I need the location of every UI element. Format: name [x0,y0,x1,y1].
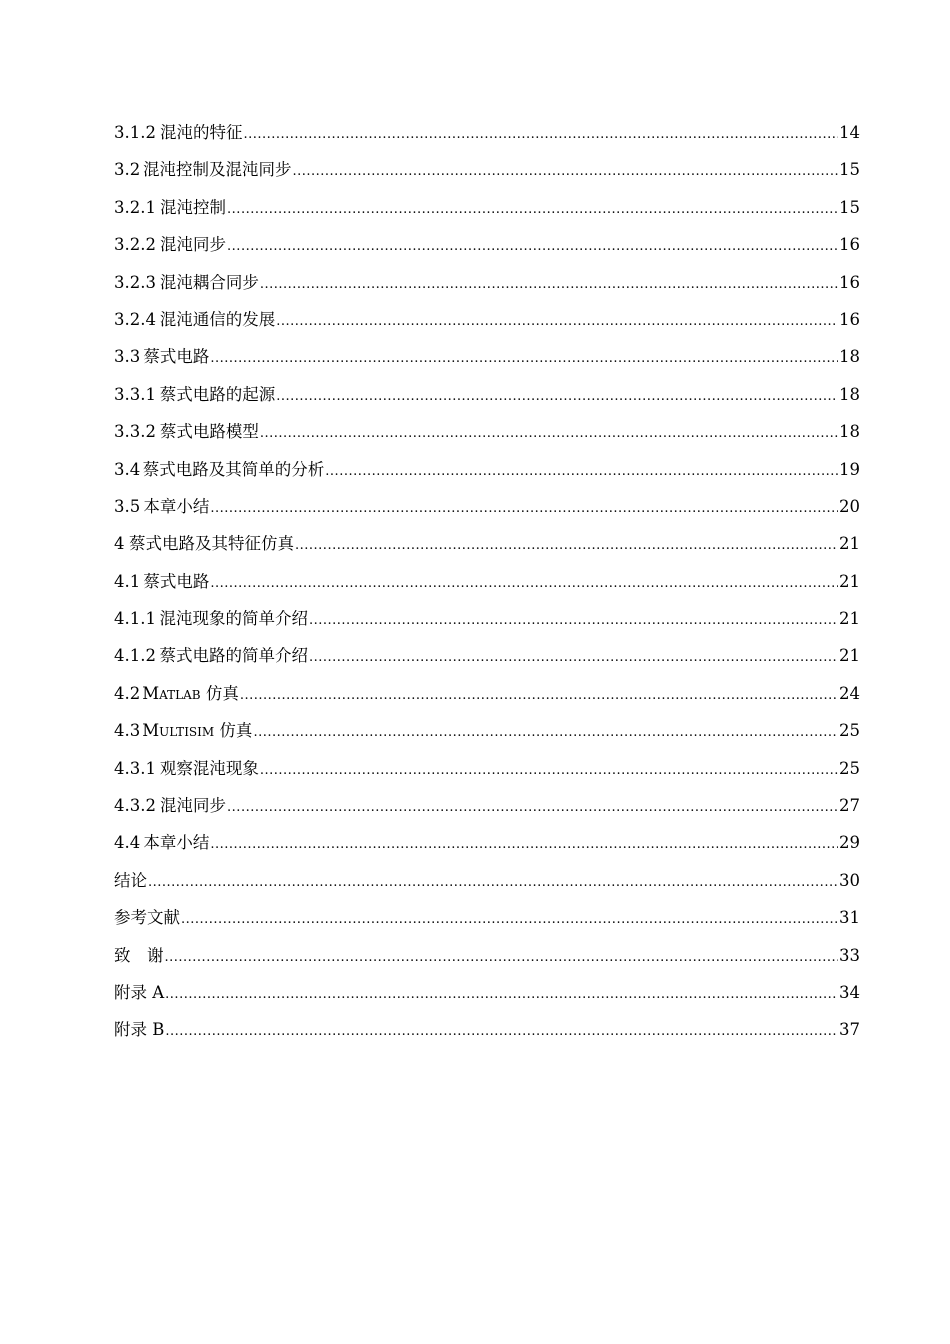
toc-entry[interactable] [114,264,860,301]
toc-entry-number: 3.2.4 [114,309,156,329]
toc-entry-title: 混沌耦合同步 [159,272,259,292]
toc-dot-leader [165,939,839,976]
toc-entry-title: 本章小结 [143,496,210,516]
toc-entry[interactable] [114,488,860,525]
toc-dot-leader [253,714,838,751]
toc-dot-leader [210,826,838,863]
toc-entry-number: 4.3 [114,721,141,741]
toc-entry-page: 16 [839,235,860,255]
toc-entry-page: 20 [839,496,860,516]
toc-dot-leader [210,565,838,602]
toc-entry-number: 4.1.2 [114,646,156,666]
toc-entry-number: 3.3.2 [114,422,156,442]
toc-entry-number: 3.2 [114,160,141,180]
toc-dot-leader [325,453,838,490]
toc-dot-leader [210,340,838,377]
toc-dot-leader [243,116,838,153]
toc-entry-title: Matlab 仿真 [142,683,239,703]
table-of-contents [114,114,860,1049]
toc-entry-title: 混沌通信的发展 [159,309,276,329]
toc-entry[interactable] [114,413,860,450]
toc-entry-page: 25 [839,758,860,778]
toc-dot-leader [210,490,838,527]
toc-entry-title: 蔡式电路的简单介绍 [159,646,308,666]
toc-dot-leader [227,191,838,228]
toc-entry-title: 蔡式电路及其特征仿真 [129,534,295,554]
toc-entry-title: 蔡式电路模型 [159,422,259,442]
toc-entry-page: 33 [839,945,860,965]
toc-entry-page: 19 [839,459,860,479]
toc-entry-title: Multisim 仿真 [142,721,253,741]
toc-entry-number: 3.2.1 [114,197,156,217]
toc-entry[interactable] [114,525,860,562]
toc-entry-title: 混沌同步 [160,235,227,255]
toc-entry-number: 3.4 [114,459,141,479]
toc-entry-page: 18 [839,347,860,367]
toc-entry[interactable] [114,899,860,936]
toc-dot-leader [165,976,838,1013]
toc-entry[interactable] [114,750,860,787]
toc-entry[interactable] [114,376,860,413]
toc-entry-page: 14 [839,123,860,142]
toc-entry[interactable] [114,301,860,338]
toc-entry-title: 蔡式电路 [143,347,210,367]
toc-entry-title: 混沌同步 [160,796,227,816]
toc-dot-leader [227,228,838,265]
toc-entry-title: 混沌的特征 [159,123,243,142]
toc-entry[interactable] [114,637,860,674]
toc-entry-number: 3.5 [114,496,141,516]
toc-dot-leader [260,415,838,452]
toc-dot-leader [227,789,838,826]
toc-entry-number: 3.2.2 [114,235,156,255]
toc-dot-leader [276,378,838,415]
toc-entry-page: 21 [839,534,860,554]
toc-entry-title: 观察混沌现象 [159,758,259,778]
toc-dot-leader [295,527,838,564]
toc-entry[interactable] [114,563,860,600]
toc-dot-leader [260,266,838,303]
toc-entry-page: 37 [839,1020,860,1040]
toc-entry-page: 16 [839,309,860,329]
toc-entry-title: 参考文献 [114,908,180,928]
toc-dot-leader [309,639,838,676]
toc-entry-number: 3.2.3 [114,272,156,292]
toc-entry-page: 31 [839,908,860,928]
toc-entry-title: 附录 A [114,982,165,1002]
toc-entry[interactable] [114,862,860,899]
toc-dot-leader [165,1013,838,1050]
toc-entry-page: 24 [839,683,860,703]
toc-entry-title: 混沌控制及混沌同步 [142,160,292,180]
toc-entry-title: 混沌现象的简单介绍 [159,609,308,629]
toc-entry[interactable] [114,824,860,861]
toc-entry-number: 4.1 [114,571,141,591]
toc-entry-title: 致 谢 [114,945,164,965]
toc-entry-page: 18 [839,422,860,442]
toc-entry-number: 3.3 [114,347,141,367]
toc-entry-title: 附录 B [114,1020,165,1040]
toc-entry[interactable] [114,675,860,712]
toc-entry-page: 21 [839,646,860,666]
toc-entry-page: 18 [839,384,860,404]
toc-dot-leader [148,864,838,901]
toc-entry-page: 15 [839,197,860,217]
toc-entry-page: 21 [839,609,860,629]
toc-entry[interactable] [114,338,860,375]
toc-entry-title: 混沌控制 [160,197,227,217]
toc-entry[interactable] [114,114,860,151]
toc-dot-leader [240,677,838,714]
toc-entry-page: 29 [839,833,860,853]
toc-entry[interactable] [114,712,860,749]
toc-entry-page: 27 [839,796,860,816]
toc-entry[interactable] [114,226,860,263]
toc-dot-leader [309,602,838,639]
toc-entry-number: 3.3.1 [114,384,156,404]
toc-entry-page: 21 [839,571,860,591]
toc-entry-number: 4.1.1 [114,609,156,629]
toc-entry-page: 16 [839,272,860,292]
toc-entry-page: 15 [839,160,860,180]
toc-entry-title: 蔡式电路的起源 [159,384,276,404]
toc-entry-title: 蔡式电路及其简单的分析 [142,459,325,479]
toc-entry-page: 30 [839,870,860,890]
toc-entry[interactable] [114,937,860,974]
toc-dot-leader [276,303,838,340]
toc-entry-number: 4.3.1 [114,758,156,778]
toc-entry-title: 蔡式电路 [143,571,210,591]
toc-entry[interactable] [114,787,860,824]
toc-dot-leader [260,752,838,789]
toc-entry[interactable] [114,151,860,188]
toc-entry-page: 25 [839,721,860,741]
toc-entry[interactable] [114,1011,860,1048]
toc-entry-number: 4.2 [114,683,141,703]
toc-entry[interactable] [114,451,860,488]
toc-entry[interactable] [114,974,860,1011]
toc-entry-title: 本章小结 [143,833,210,853]
toc-entry-title: 结论 [114,870,147,890]
toc-dot-leader [181,901,838,938]
toc-entry[interactable] [114,600,860,637]
toc-entry-page: 34 [839,982,860,1002]
toc-dot-leader [292,153,838,190]
toc-entry-number: 3.1.2 [114,123,156,142]
toc-entry-number: 4 [114,534,125,554]
toc-entry[interactable] [114,189,860,226]
toc-entry-number: 4.3.2 [114,796,156,816]
toc-entry-number: 4.4 [114,833,141,853]
